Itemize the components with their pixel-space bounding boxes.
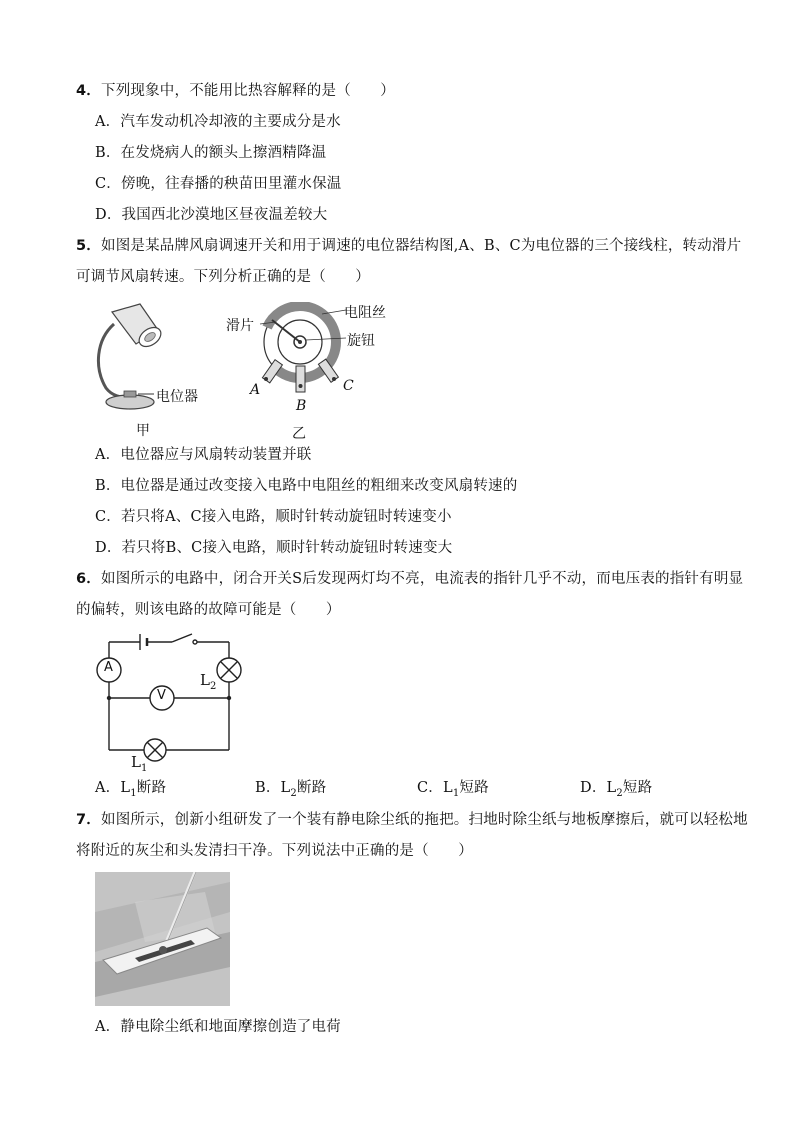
question-5-number: 5． (76, 238, 101, 254)
potentiometer-slider-label: 滑片 (226, 318, 254, 334)
question-4-text: 下列现象中，不能用比热容解释的是（ ） (101, 83, 395, 99)
question-4-stem (76, 81, 395, 101)
terminal-c-label: C (343, 378, 354, 394)
question-4-option-d: D．我国西北沙漠地区昼夜温差较大 (95, 207, 328, 223)
mop-photo (95, 872, 230, 1006)
ammeter-label: A (104, 660, 113, 675)
terminal-b-label: B (296, 398, 307, 414)
voltmeter-label: V (157, 688, 166, 703)
question-6-option-d: D．$L_2$短路 (580, 780, 653, 799)
question-7-text-1: 如图所示，创新小组研发了一个装有静电除尘纸的拖把。扫地时除尘纸与地板摩擦后，就可以轻松地 (101, 812, 748, 828)
question-6-option-a: A．$L_1$断路 (95, 780, 167, 799)
question-5-text-1: 如图是某品牌风扇调速开关和用于调速的电位器结构图,A、B、C为电位器的三个接线柱，转动滑片 (101, 238, 742, 254)
lamp-shade-icon (112, 304, 164, 350)
potentiometer-wire-label: 电阻丝 (344, 305, 386, 321)
question-5-option-a: A．电位器应与风扇转动装置并联 (95, 447, 312, 463)
question-7-option-a: A．静电除尘纸和地面摩擦创造了电荷 (95, 1019, 341, 1035)
lamp-l2-label: $L_2$ (200, 671, 217, 692)
figure-caption-jia: 甲 (136, 423, 150, 439)
figure-caption-yi: 乙 (292, 426, 306, 442)
question-4-option-a: A．汽车发动机冷却液的主要成分是水 (95, 114, 341, 130)
question-7-stem-line2: 将附近的灰尘和头发清扫干净。下列说法中正确的是（ ） (76, 843, 473, 859)
question-6-text-1: 如图所示的电路中，闭合开关S后发现两灯均不亮，电流表的指针几乎不动，而电压表的指针有明显 (101, 571, 744, 587)
lamp-l2-icon (217, 658, 241, 682)
potentiometer-knob-label: 旋钮 (347, 333, 375, 349)
question-6-option-c: C．$L_1$短路 (417, 780, 489, 799)
question-6-option-b: B．$L_2$断路 (255, 780, 327, 799)
question-5-stem-line1 (76, 236, 741, 256)
question-5-option-c: C．若只将A、C接入电路，顺时针转动旋钮时转速变小 (95, 509, 452, 525)
switch-icon (172, 634, 192, 642)
terminal-b-icon (296, 366, 305, 392)
question-5-stem-line2: 可调节风扇转速。下列分析正确的是（ ） (76, 269, 370, 285)
question-4-number: 4． (76, 83, 101, 99)
mop-icon (95, 872, 230, 1006)
lamp-l1-label: $L_1$ (131, 753, 148, 774)
question-6-stem-line2: 的偏转，则该电路的故障可能是（ ） (76, 602, 341, 618)
question-7-stem-line1 (76, 810, 748, 830)
question-5-option-b: B．电位器是通过改变接入电路中电阻丝的粗细来改变风扇转速的 (95, 478, 518, 494)
lamp-potentiometer-label: 电位器 (156, 389, 198, 405)
question-6-stem-line1 (76, 569, 743, 589)
question-5-option-d: D．若只将B、C接入电路，顺时针转动旋钮时转速变大 (95, 540, 453, 556)
question-4-option-c: C．傍晚，往春播的秧苗田里灌水保温 (95, 176, 342, 192)
question-4-option-b: B．在发烧病人的额头上擦酒精降温 (95, 145, 327, 161)
question-6-number: 6． (76, 571, 101, 587)
terminal-a-label: A (250, 382, 261, 398)
question-7-number: 7． (76, 812, 101, 828)
circuit-diagram (92, 630, 252, 770)
